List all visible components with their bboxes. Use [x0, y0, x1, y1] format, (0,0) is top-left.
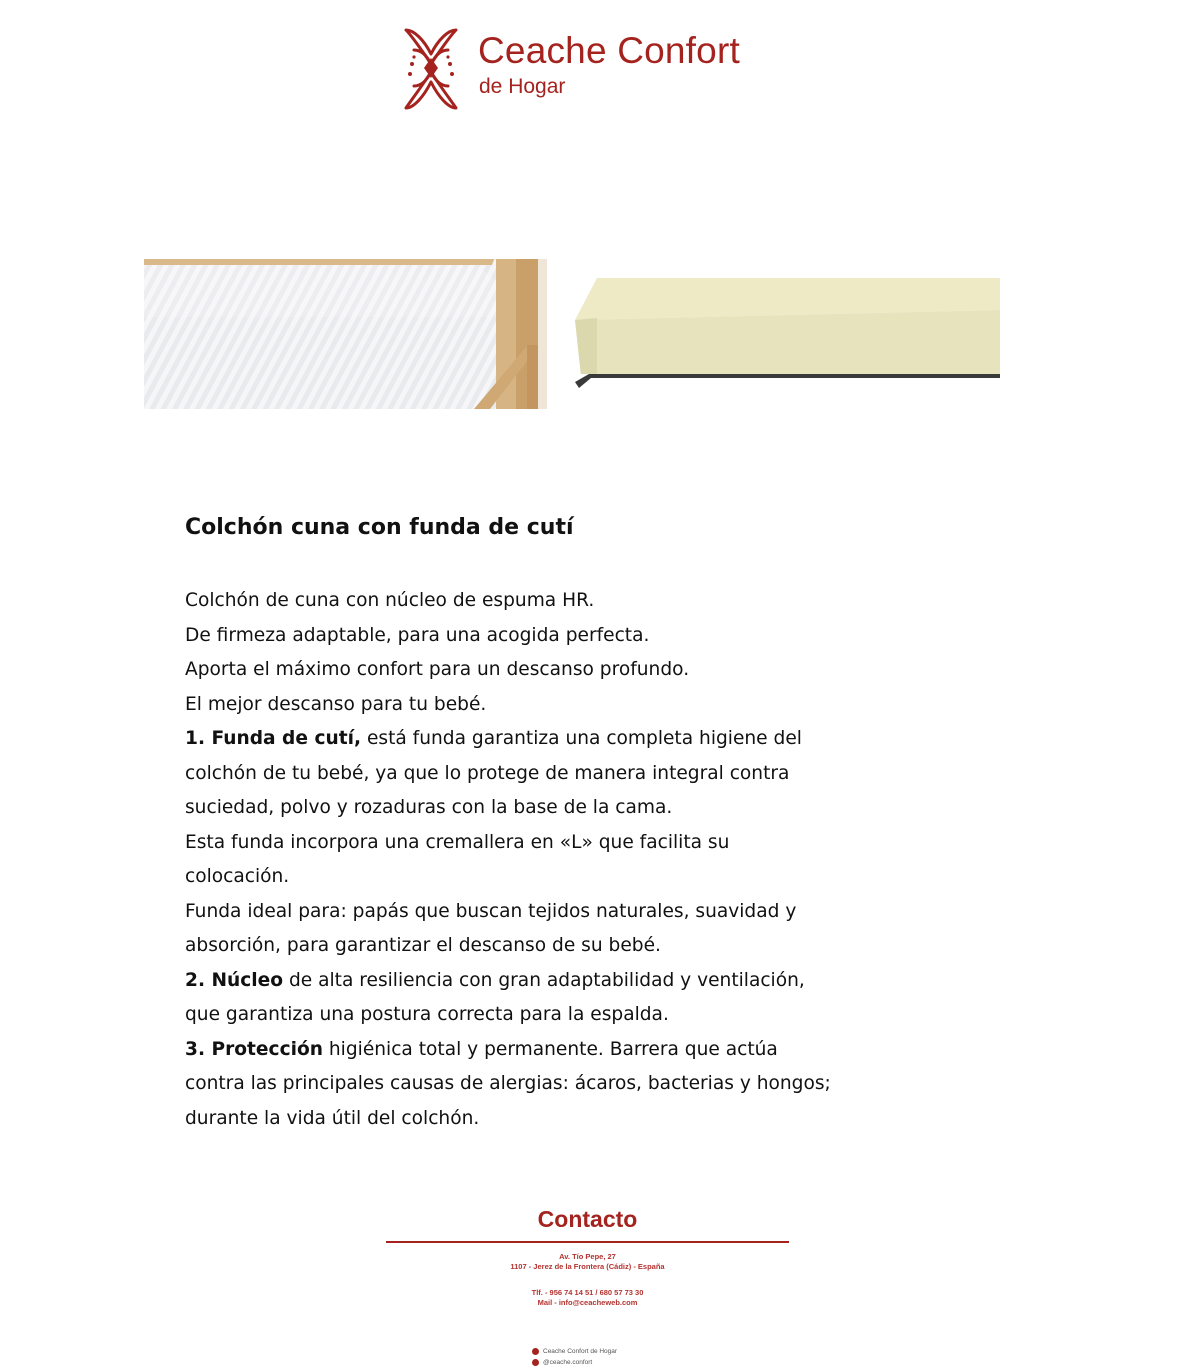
- body-line: colocación.: [185, 866, 290, 887]
- contact-address-line2: 1107 - Jerez de la Frontera (Cádiz) - España: [510, 1262, 665, 1271]
- foam-core-photo: [575, 278, 1000, 390]
- body-line: Funda ideal para: papás que buscan tejidos naturales, suavidad y: [185, 900, 797, 922]
- contact-footer: [386, 1200, 789, 1370]
- body-line: Aporta el máximo confort para un descanso profundo.: [185, 659, 690, 680]
- contact-title: Contacto: [537, 1206, 638, 1232]
- body-line: que garantiza una postura correcta para la espalda.: [185, 1004, 669, 1025]
- contact-mail: Mail - info@ceacheweb.com: [537, 1298, 638, 1307]
- body-line: De firmeza adaptable, para una acogida perfecta.: [185, 624, 650, 646]
- crib-mattress-photo: [144, 259, 547, 409]
- instagram-link[interactable]: [532, 1357, 617, 1368]
- butterfly-logo-icon: [400, 24, 462, 112]
- social-links: [532, 1346, 617, 1368]
- facebook-icon: [532, 1348, 539, 1355]
- facebook-label: Ceache Confort de Hogar: [543, 1348, 618, 1355]
- body-line: suciedad, polvo y rozaduras con la base de la cama.: [185, 797, 673, 818]
- body-line: El mejor descanso para tu bebé.: [185, 693, 487, 715]
- body-line: 2. Núcleo de alta resiliencia con gran adaptabilidad y ventilación,: [185, 969, 805, 991]
- instagram-icon: [532, 1359, 539, 1366]
- brand-logo: [400, 24, 780, 114]
- body-line: absorción, para garantizar el descanso de su bebé.: [185, 935, 661, 956]
- body-line: durante la vida útil del colchón.: [185, 1107, 480, 1129]
- contact-phone: Tlf. - 956 74 14 51 / 680 57 73 30: [531, 1288, 644, 1297]
- body-line: colchón de tu bebé, ya que lo protege de manera integral contra: [185, 762, 790, 784]
- body-line: Esta funda incorpora una cremallera en «L» que facilita su: [185, 831, 730, 853]
- contact-address-line1: Av. Tío Pepe, 27: [559, 1252, 616, 1261]
- brand-subtitle: de Hogar: [479, 75, 566, 98]
- body-line: 3. Protección higiénica total y permanente. Barrera que actúa: [185, 1038, 778, 1060]
- body-line: 1. Funda de cutí, está funda garantiza una completa higiene del: [185, 728, 802, 749]
- product-body: [185, 584, 925, 1136]
- body-line: contra las principales causas de alergias: ácaros, bacterias y hongos;: [185, 1073, 831, 1094]
- body-line: Colchón de cuna con núcleo de espuma HR.: [185, 590, 595, 611]
- facebook-link[interactable]: [532, 1346, 617, 1357]
- instagram-label: @ceache.confort: [543, 1359, 593, 1366]
- product-title: Colchón cuna con funda de cutí: [185, 515, 574, 540]
- product-description: [185, 510, 925, 1136]
- brand-name: Ceache Confort: [478, 30, 740, 71]
